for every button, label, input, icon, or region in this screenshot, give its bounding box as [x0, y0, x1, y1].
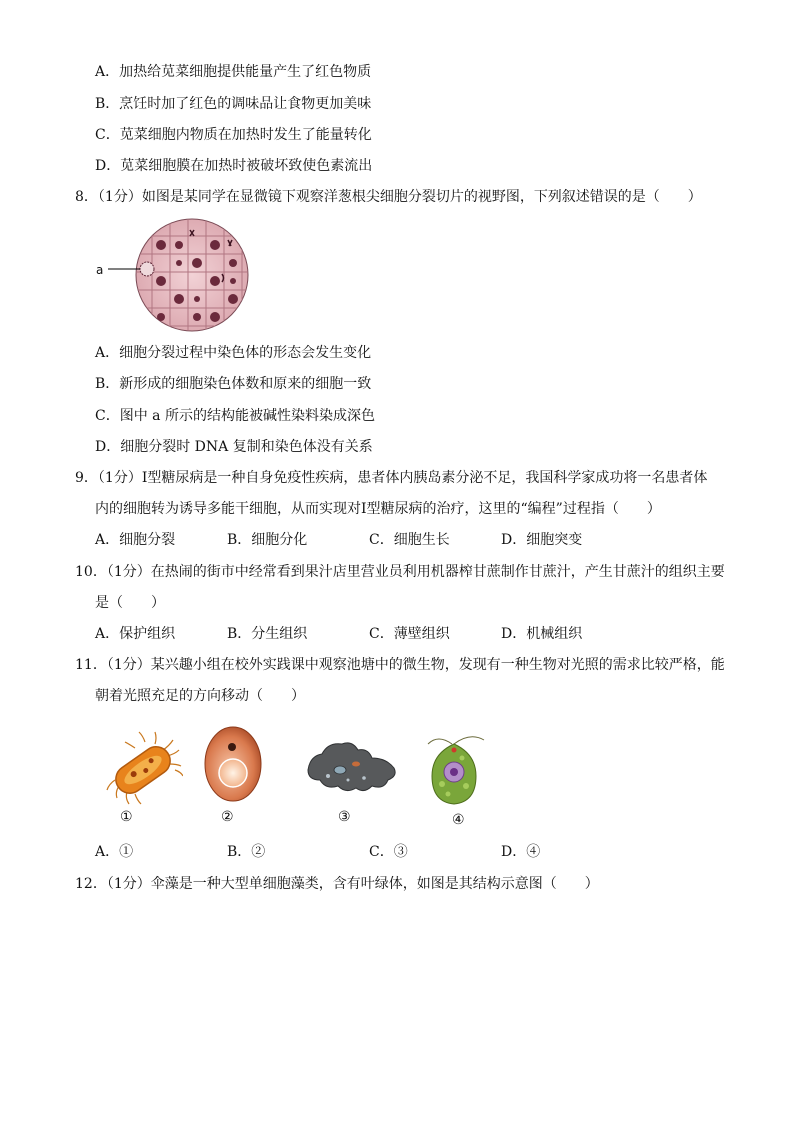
q7-option-a: A．加热给苋菜细胞提供能量产生了红色物质	[95, 64, 372, 80]
q10-stem-line1: 10．（1分）在热闹的街市中经常看到果汁店里营业员利用机器榨甘蔗制作甘蔗汁，产生甘蔗汁的组织主要	[75, 564, 725, 580]
amoeba-image	[302, 740, 398, 802]
figure-label-3: ③	[338, 809, 351, 825]
bacterium-image	[105, 730, 183, 810]
q12-stem: 12．（1分）伞藻是一种大型单细胞藻类，含有叶绿体，如图是其结构示意图（ ）	[75, 876, 599, 892]
q8-option-c: C．图中 a 所示的结构能被碱性染料染成深色	[95, 408, 375, 424]
q10-option-b: B．分生组织	[227, 626, 308, 642]
q7-option-d: D．苋菜细胞膜在加热时被破坏致使色素流出	[95, 158, 373, 174]
q11-option-d: D．④	[501, 844, 541, 860]
figure-label-1: ①	[120, 809, 133, 825]
yeast-cell-image	[202, 724, 264, 804]
q10-option-a: A．保护组织	[95, 626, 176, 642]
q11-stem-line1: 11．（1分）某兴趣小组在校外实践课中观察池塘中的微生物，发现有一种生物对光照的需求比较严格，能	[75, 657, 725, 673]
q8-option-b: B．新形成的细胞染色体数和原来的细胞一致	[95, 376, 372, 392]
q9-stem-line2: 内的细胞转为诱导多能干细胞，从而实现对Ⅰ型糖尿病的治疗，这里的“编程”过程指（ ）	[95, 501, 661, 517]
q10-option-d: D．机械组织	[501, 626, 583, 642]
onion-root-tip-micrograph	[94, 218, 254, 334]
q8-option-a: A．细胞分裂过程中染色体的形态会发生变化	[95, 345, 372, 361]
figure-label-2: ②	[221, 809, 234, 825]
q9-stem-line1: 9．（1分）Ⅰ型糖尿病是一种自身免疫性疾病，患者体内胰岛素分泌不足，我国科学家成功将一名患者体	[75, 470, 708, 486]
q11-stem-line2: 朝着光照充足的方向移动（ ）	[95, 688, 305, 704]
q8-option-d: D．细胞分裂时 DNA 复制和染色体没有关系	[95, 439, 373, 455]
figure-label-a: a	[96, 263, 104, 277]
q7-option-c: C．苋菜细胞内物质在加热时发生了能量转化	[95, 127, 372, 143]
q11-option-b: B．②	[227, 844, 266, 860]
q9-option-c: C．细胞生长	[369, 532, 450, 548]
q9-option-b: B．细胞分化	[227, 532, 308, 548]
q11-option-c: C．③	[369, 844, 408, 860]
q8-stem: 8．（1分）如图是某同学在显微镜下观察洋葱根尖细胞分裂切片的视野图，下列叙述错误的是（ ）	[75, 189, 702, 205]
q10-stem-line2: 是（ ）	[95, 595, 165, 611]
q7-option-b: B．烹饪时加了红色的调味品让食物更加美味	[95, 96, 372, 112]
green-alga-image	[418, 734, 490, 806]
figure-label-4: ④	[452, 812, 465, 828]
q11-option-a: A．①	[95, 844, 134, 860]
q9-option-a: A．细胞分裂	[95, 532, 176, 548]
q9-option-d: D．细胞突变	[501, 532, 583, 548]
q10-option-c: C．薄壁组织	[369, 626, 450, 642]
